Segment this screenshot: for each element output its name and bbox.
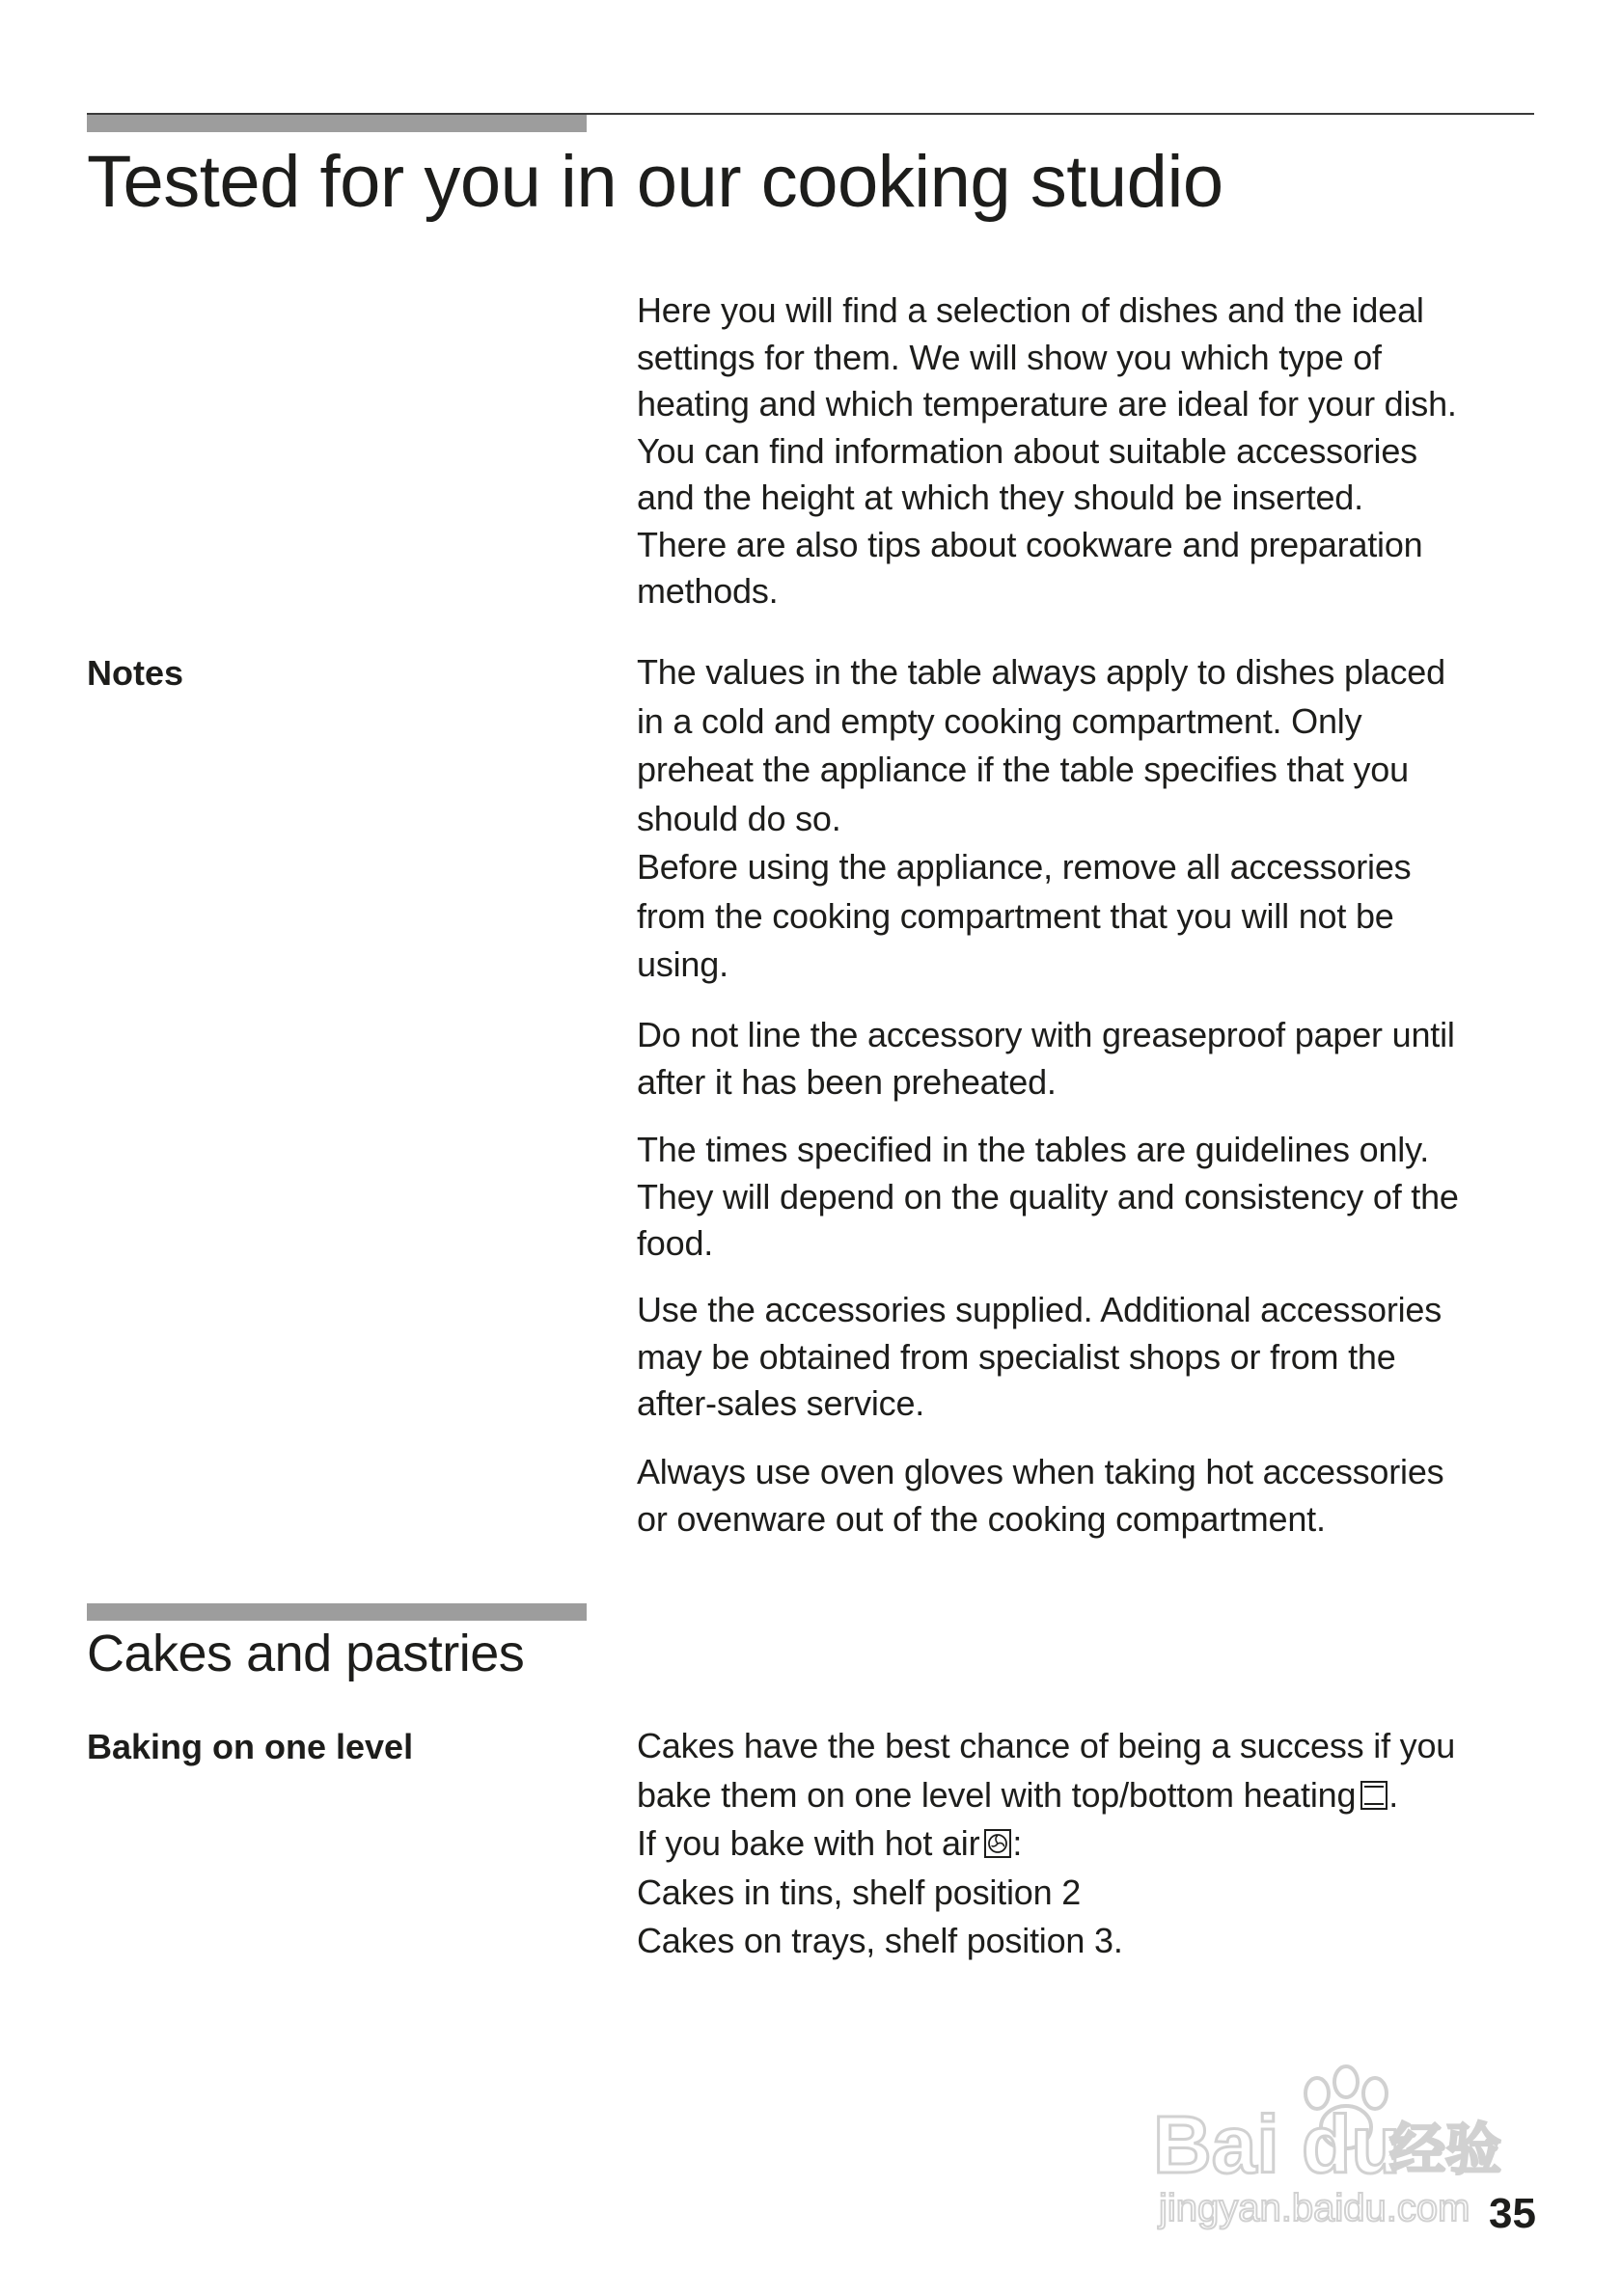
notes-label: Notes — [87, 653, 184, 693]
section-rule — [87, 1603, 587, 1621]
intro-paragraph — [637, 287, 1544, 615]
notes-paragraph-4: Use the accessories supplied. Additional accessories may be obtained from specialist shops or from the after-sales service. — [637, 1290, 1442, 1423]
watermark-url: jingyan.baidu.com — [1159, 2187, 1470, 2229]
section-title-cakes: Cakes and pastries — [87, 1625, 525, 1682]
header-rule-thick — [87, 115, 587, 132]
notes-paragraph-3: The times specified in the tables are guidelines only. They will depend on the quality and consistency of the food. — [637, 1130, 1459, 1263]
baidu-watermark — [1153, 2055, 1539, 2248]
notes-paragraph-5: Always use oven gloves when taking hot accessories or ovenware out of the cooking compartment. — [637, 1452, 1444, 1539]
notes-paragraph-1: The values in the table always apply to dishes placed in a cold and empty cooking compartment. Only preheat the appliance if the table specifies that you should do so. Before using the appliance, remove all accessories from the cooking compartment that you will not be using. — [637, 652, 1445, 984]
baking-one-level-label: Baking on one level — [87, 1727, 414, 1766]
intro-text: Here you will find a selection of dishes and the ideal settings for them. We will show you which type of heating and which temperature are ideal for your dish. You can find information about suitable accessories and the height at which they should be inserted. There are also tips about cookware and preparation methods. — [637, 290, 1457, 611]
top-bottom-heating-icon — [1360, 1779, 1388, 1812]
page-title: Tested for you in our cooking studio — [87, 141, 1223, 223]
watermark-brand: Bai du — [1153, 2099, 1401, 2190]
cakes-paragraph: Cakes have the best chance of being a success if you bake them on one level with top/bottom heating . If you bake with hot air : Cakes in tins, shelf position 2 Cakes on trays, shelf position 3. — [637, 1726, 1456, 1960]
notes-paragraph-2: Do not line the accessory with greaseproof paper until after it has been preheated. — [637, 1015, 1455, 1102]
hot-air-icon — [983, 1827, 1012, 1860]
watermark-brand-cn: 经验 — [1389, 2117, 1502, 2182]
page-number: 35 — [1489, 2190, 1536, 2237]
